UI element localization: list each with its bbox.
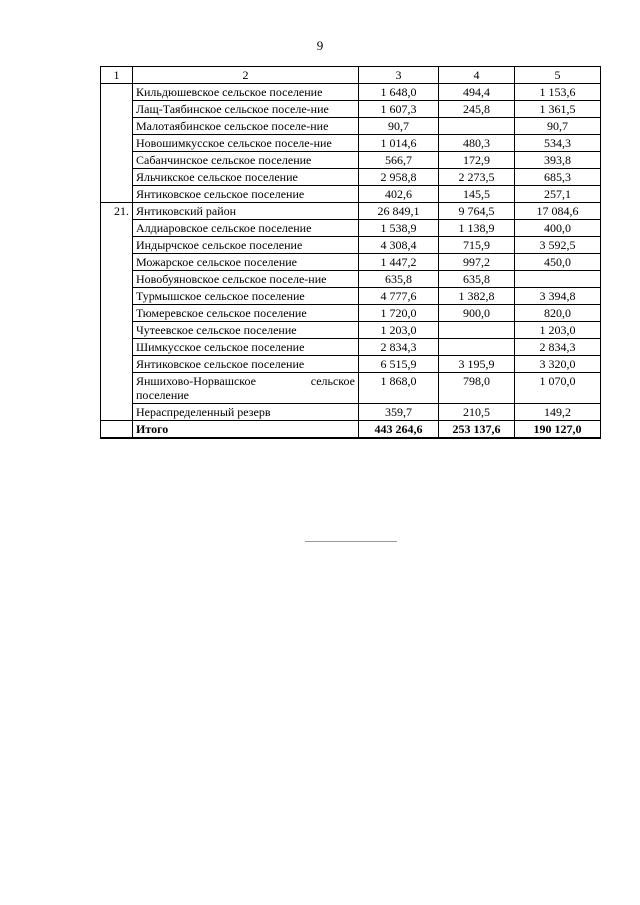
- table-row: [101, 237, 601, 254]
- table-row: [101, 305, 601, 322]
- row-value-col-5: 90,7: [515, 118, 601, 135]
- table-row: [101, 288, 601, 305]
- table-row: [101, 220, 601, 237]
- row-index: [101, 373, 133, 404]
- header-col-4: 4: [439, 67, 515, 84]
- row-value-col-3: 1 447,2: [359, 254, 439, 271]
- header-col-2: 2: [133, 67, 359, 84]
- row-value-col-4: 715,9: [439, 237, 515, 254]
- row-index: [101, 135, 133, 152]
- table-row: [101, 254, 601, 271]
- row-value-col-5: 149,2: [515, 404, 601, 421]
- row-index: [101, 339, 133, 356]
- row-value-col-4: 2 273,5: [439, 169, 515, 186]
- row-value-col-3: 1 648,0: [359, 84, 439, 101]
- row-value-col-4: 9 764,5: [439, 203, 515, 220]
- row-value-col-5: 17 084,6: [515, 203, 601, 220]
- row-value-col-5: 820,0: [515, 305, 601, 322]
- row-value-col-4: 1 138,9: [439, 220, 515, 237]
- row-name: Чутеевское сельское поселение: [133, 322, 359, 339]
- row-value-col-3: 2 958,8: [359, 169, 439, 186]
- table-row: [101, 186, 601, 203]
- row-value-col-5: 393,8: [515, 152, 601, 169]
- total-index: [101, 421, 133, 439]
- row-value-col-5: 1 361,5: [515, 101, 601, 118]
- table-row: [101, 271, 601, 288]
- row-value-col-5: 400,0: [515, 220, 601, 237]
- row-name: Янтиковское сельское поселение: [133, 356, 359, 373]
- row-value-col-3: 1 014,6: [359, 135, 439, 152]
- row-name: Можарское сельское поселение: [133, 254, 359, 271]
- row-value-col-4: 494,4: [439, 84, 515, 101]
- row-name: Нераспределенный резерв: [133, 404, 359, 421]
- row-value-col-4: 3 195,9: [439, 356, 515, 373]
- header-col-1: 1: [101, 67, 133, 84]
- row-value-col-3: 1 720,0: [359, 305, 439, 322]
- row-name: Алдиаровское сельское поселение: [133, 220, 359, 237]
- row-name: Шимкусское сельское поселение: [133, 339, 359, 356]
- row-value-col-4: [439, 339, 515, 356]
- row-value-col-5: 3 592,5: [515, 237, 601, 254]
- row-value-col-3: 4 308,4: [359, 237, 439, 254]
- row-value-col-4: 635,8: [439, 271, 515, 288]
- table-row: [101, 118, 601, 135]
- row-index: [101, 254, 133, 271]
- table-row: [101, 84, 601, 101]
- row-value-col-3: 6 515,9: [359, 356, 439, 373]
- row-index: [101, 356, 133, 373]
- row-value-col-5: 3 394,8: [515, 288, 601, 305]
- row-value-col-4: 1 382,8: [439, 288, 515, 305]
- row-name: Малотаябинское сельское поселе-ние: [133, 118, 359, 135]
- row-value-col-5: [515, 271, 601, 288]
- row-index: [101, 404, 133, 421]
- row-value-col-5: 3 320,0: [515, 356, 601, 373]
- row-name: Индырчское сельское поселение: [133, 237, 359, 254]
- budget-table: [100, 66, 601, 439]
- row-value-col-4: 172,9: [439, 152, 515, 169]
- row-index: 21.: [101, 203, 133, 220]
- row-index: [101, 118, 133, 135]
- header-col-5: 5: [515, 67, 601, 84]
- row-index: [101, 305, 133, 322]
- page-number: 9: [316, 38, 324, 53]
- row-name: Кильдюшевское сельское поселение: [133, 84, 359, 101]
- row-value-col-4: 210,5: [439, 404, 515, 421]
- row-name: Новобуяновское сельское поселе-ние: [133, 271, 359, 288]
- row-value-col-5: 534,3: [515, 135, 601, 152]
- table-header: [101, 67, 601, 84]
- row-value-col-4: 798,0: [439, 373, 515, 404]
- header-col-3: 3: [359, 67, 439, 84]
- row-index: [101, 84, 133, 101]
- row-index: [101, 271, 133, 288]
- table-row: [101, 339, 601, 356]
- row-value-col-3: 402,6: [359, 186, 439, 203]
- row-value-col-5: 2 834,3: [515, 339, 601, 356]
- row-value-col-3: 1 538,9: [359, 220, 439, 237]
- row-index: [101, 220, 133, 237]
- row-name: Тюмеревское сельское поселение: [133, 305, 359, 322]
- row-name: Яншихово-Норвашское сельское поселение: [133, 373, 359, 404]
- row-value-col-5: 1 153,6: [515, 84, 601, 101]
- row-value-col-5: 1 070,0: [515, 373, 601, 404]
- row-value-col-3: 359,7: [359, 404, 439, 421]
- row-value-col-3: 90,7: [359, 118, 439, 135]
- row-value-col-4: [439, 118, 515, 135]
- row-name: Янтиковское сельское поселение: [133, 186, 359, 203]
- row-index: [101, 322, 133, 339]
- table-row: [101, 135, 601, 152]
- header-row: [101, 67, 601, 84]
- table-row: [101, 203, 601, 220]
- table-row: [101, 101, 601, 118]
- row-value-col-4: 997,2: [439, 254, 515, 271]
- row-value-col-4: 145,5: [439, 186, 515, 203]
- row-value-col-5: 450,0: [515, 254, 601, 271]
- total-label: Итого: [133, 421, 359, 439]
- total-value-col-3: 443 264,6: [359, 421, 439, 439]
- row-name: Сабанчинское сельское поселение: [133, 152, 359, 169]
- row-index: [101, 288, 133, 305]
- table-row: [101, 373, 601, 404]
- row-index: [101, 152, 133, 169]
- row-value-col-3: 1 203,0: [359, 322, 439, 339]
- total-value-col-4: 253 137,6: [439, 421, 515, 439]
- row-value-col-3: 26 849,1: [359, 203, 439, 220]
- row-value-col-3: 1 607,3: [359, 101, 439, 118]
- row-index: [101, 237, 133, 254]
- row-name: Турмышское сельское поселение: [133, 288, 359, 305]
- row-value-col-3: 2 834,3: [359, 339, 439, 356]
- row-name: Новошимкусское сельское поселе-ние: [133, 135, 359, 152]
- row-index: [101, 169, 133, 186]
- table-body: [101, 84, 601, 439]
- row-name: Лащ-Таябинское сельское поселе-ние: [133, 101, 359, 118]
- total-value-col-5: 190 127,0: [515, 421, 601, 439]
- table-row: [101, 152, 601, 169]
- row-value-col-3: 566,7: [359, 152, 439, 169]
- table-row: [101, 169, 601, 186]
- separator-line: [305, 541, 397, 542]
- row-name: Янтиковский район: [133, 203, 359, 220]
- row-index: [101, 186, 133, 203]
- row-value-col-3: 1 868,0: [359, 373, 439, 404]
- row-value-col-4: 900,0: [439, 305, 515, 322]
- row-value-col-4: 480,3: [439, 135, 515, 152]
- row-value-col-4: 245,8: [439, 101, 515, 118]
- row-value-col-5: 257,1: [515, 186, 601, 203]
- table-row: [101, 322, 601, 339]
- row-value-col-5: 685,3: [515, 169, 601, 186]
- row-value-col-3: 4 777,6: [359, 288, 439, 305]
- row-index: [101, 101, 133, 118]
- total-row: [101, 421, 601, 439]
- table-row: [101, 356, 601, 373]
- row-value-col-4: [439, 322, 515, 339]
- row-value-col-3: 635,8: [359, 271, 439, 288]
- row-value-col-5: 1 203,0: [515, 322, 601, 339]
- table-row: [101, 404, 601, 421]
- row-name: Яльчикское сельское поселение: [133, 169, 359, 186]
